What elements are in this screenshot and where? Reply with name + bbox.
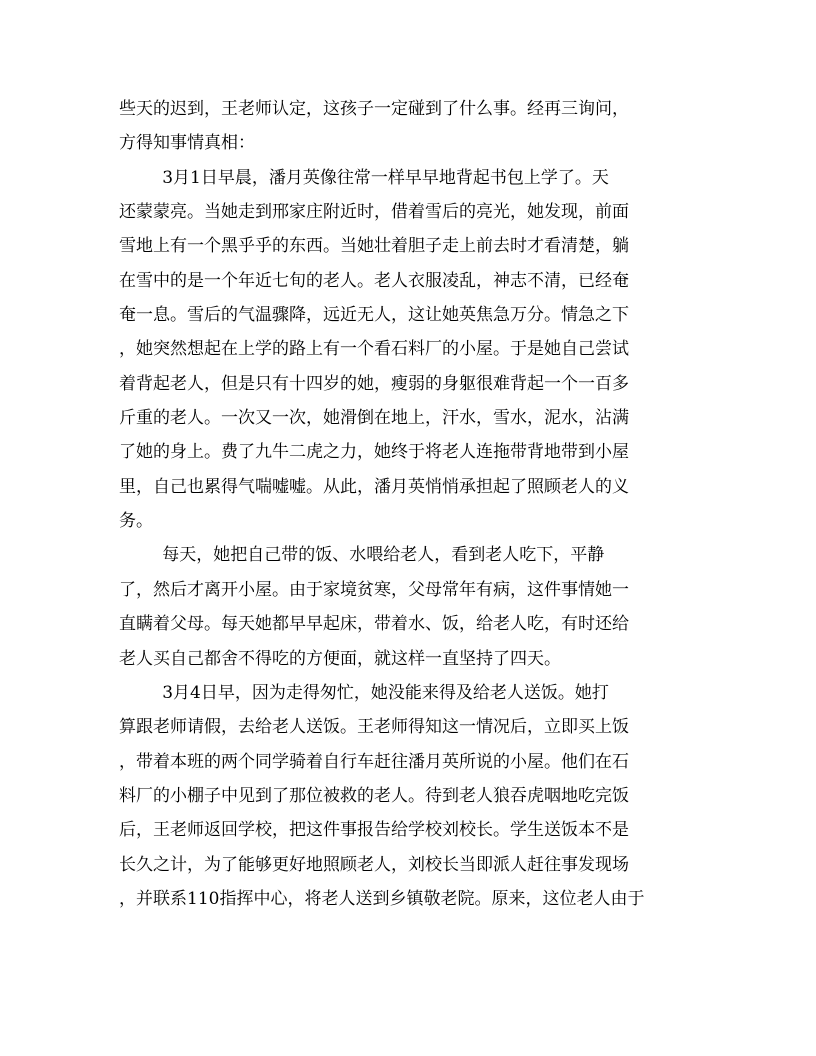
- text-line: 了她的身上。费了九牛二虎之力，她终于将老人连拖带背地带到小屋: [119, 442, 629, 463]
- body-text: [119, 92, 704, 916]
- text-line: 斤重的老人。一次又一次，她滑倒在地上，汗水，雪水，泥水，沾满: [119, 408, 629, 429]
- text-line: 还蒙蒙亮。当她走到邢家庄附近时，借着雪后的亮光，她发现，前面: [119, 202, 629, 223]
- text-line: 务。: [119, 511, 153, 532]
- text-line: 了，然后才离开小屋。由于家境贫寒，父母常年有病，这件事情她一: [119, 579, 629, 600]
- text-line: 每天，她把自己带的饭、水喂给老人，看到老人吃下，平静: [119, 545, 605, 566]
- text-line: 后，王老师返回学校，把这件事报告给学校刘校长。学生送饭本不是: [119, 820, 629, 841]
- text-line: 3月1日早晨，潘月英像往常一样早早地背起书包上学了。天: [119, 167, 609, 188]
- text-line: 方得知事情真相：: [119, 133, 255, 154]
- text-line: 雪地上有一个黑乎乎的东西。当她壮着胆子走上前去时才看清楚，躺: [119, 236, 629, 257]
- text-line: 算跟老师请假，去给老人送饭。王老师得知这一情况后，立即买上饭: [119, 717, 629, 738]
- text-line: 着背起老人，但是只有十四岁的她，瘦弱的身躯很难背起一个一百多: [119, 373, 629, 394]
- text-line: ，她突然想起在上学的路上有一个看石料厂的小屋。于是她自己尝试: [119, 339, 629, 360]
- text-line: 直瞒着父母。每天她都早早起床，带着水、饭，给老人吃，有时还给: [119, 614, 629, 635]
- text-line: ，并联系110指挥中心，将老人送到乡镇敬老院。原来，这位老人由于: [119, 888, 645, 909]
- text-line: 在雪中的是一个年近七旬的老人。老人衣服凌乱，神志不清，已经奄: [119, 270, 629, 291]
- text-line: 里，自己也累得气喘嘘嘘。从此，潘月英悄悄承担起了照顾老人的义: [119, 476, 629, 497]
- text-line: 奄一息。雪后的气温骤降，远近无人，这让她英焦急万分。情急之下: [119, 305, 629, 326]
- text-line: 3月4日早，因为走得匆忙，她没能来得及给老人送饭。她打: [119, 682, 609, 703]
- text-line: ，带着本班的两个同学骑着自行车赶往潘月英所说的小屋。他们在石: [119, 751, 629, 772]
- text-line: 长久之计，为了能够更好地照顾老人，刘校长当即派人赶往事发现场: [119, 854, 629, 875]
- text-line: 老人买自己都舍不得吃的方便面，就这样一直坚持了四天。: [119, 648, 561, 669]
- text-line: 料厂的小棚子中见到了那位被救的老人。待到老人狼吞虎咽地吃完饭: [119, 785, 629, 806]
- text-line: 些天的迟到，王老师认定，这孩子一定碰到了什么事。经再三询问，: [119, 99, 629, 119]
